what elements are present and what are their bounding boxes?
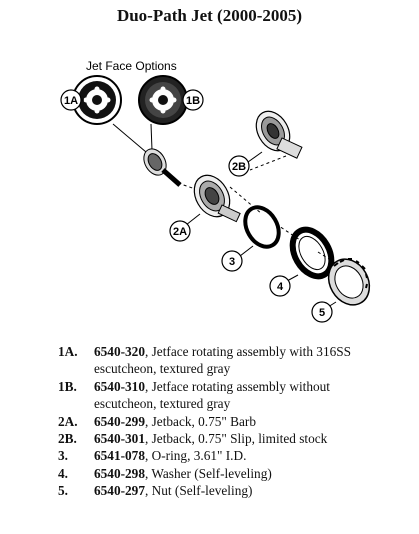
part-description: , O-ring, 3.61" I.D.: [144, 448, 247, 464]
parts-list-item: [58, 482, 413, 499]
page-title: Duo-Path Jet (2000-2005): [116, 6, 303, 25]
jet-face-options-label: Jet Face Options: [86, 59, 177, 73]
parts-list-item: [58, 378, 413, 413]
callout-2a: 2A: [172, 226, 188, 238]
part-description: , Jetback, 0.75" Barb: [144, 413, 257, 429]
part-description: , Jetface rotating assembly without: [144, 378, 330, 394]
jet-face-1b-image: [139, 76, 187, 124]
jetback-2b-image: [250, 105, 302, 158]
callout-5: 5: [318, 307, 326, 319]
parts-list: [58, 343, 413, 500]
item-number: 5.: [58, 483, 68, 499]
item-number: 3.: [58, 448, 68, 464]
item-number: 2B.: [58, 431, 77, 447]
callout-2b: 2B: [231, 161, 247, 173]
item-number: 4.: [58, 465, 68, 481]
o-ring-image: [239, 201, 286, 252]
part-number: 6540-297: [94, 483, 145, 499]
item-number: 1A.: [58, 344, 78, 359]
parts-list-item: [58, 430, 413, 447]
part-number: 6540-320: [94, 344, 145, 359]
part-description: , Jetface rotating assembly with 316SS: [144, 344, 352, 359]
parts-list-item: [58, 447, 413, 464]
callout-1b: 1B: [185, 95, 201, 107]
exploded-parts-diagram: [0, 40, 419, 340]
part-number: 6540-301: [94, 431, 145, 447]
part-description: , Washer (Self-leveling): [144, 465, 272, 481]
item-number: 1B.: [58, 378, 77, 394]
part-description: , Jetback, 0.75" Slip, limited stock: [144, 431, 328, 447]
part-number: 6540-310: [94, 378, 145, 394]
part-description: , Nut (Self-leveling): [144, 483, 253, 499]
parts-list-item: [58, 413, 413, 430]
callout-3: 3: [228, 256, 236, 268]
part-number: 6540-299: [94, 413, 145, 429]
part-description-cont: escutcheon, textured gray: [94, 361, 231, 377]
item-number: 2A.: [58, 413, 78, 429]
part-number: 6541-078: [94, 448, 145, 464]
parts-list-item: [58, 343, 413, 378]
part-description-cont: escutcheon, textured gray: [94, 396, 231, 412]
jetback-2a-image: [187, 169, 240, 223]
part-number: 6540-298: [94, 465, 145, 481]
callout-1a: 1A: [63, 95, 79, 107]
callout-4: 4: [276, 281, 284, 293]
parts-list-item: [58, 465, 413, 482]
